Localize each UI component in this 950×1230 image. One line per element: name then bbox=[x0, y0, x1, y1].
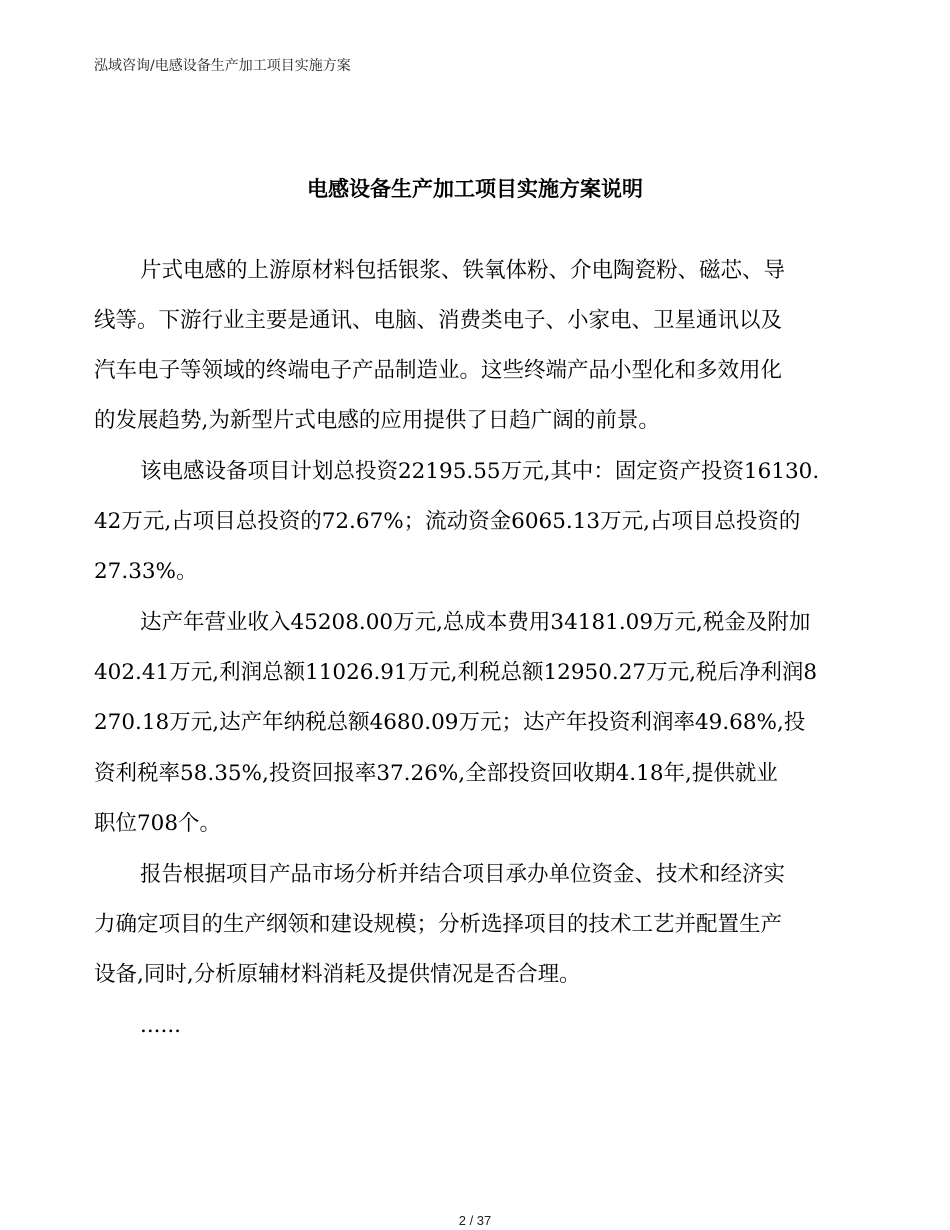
paragraph-3-line-3: 270.18万元,达产年纳税总额4680.09万元；达产年投资利润率49.68%,投 bbox=[94, 710, 806, 735]
paragraph-1-line-2: 线等。下游行业主要是通讯、电脑、消费类电子、小家电、卫星通讯以及 bbox=[94, 308, 783, 333]
paragraph-4-line-1: 报告根据项目产品市场分析并结合项目承办单位资金、技术和经济实 bbox=[140, 862, 786, 887]
paragraph-2-line-3: 27.33%。 bbox=[94, 559, 198, 584]
paragraph-2-line-1: 该电感设备项目计划总投资22195.55万元,其中：固定资产投资16130. bbox=[140, 459, 820, 484]
running-header: 泓域咨询/电感设备生产加工项目实施方案 bbox=[94, 58, 351, 74]
paragraph-3-line-4: 资利税率58.35%,投资回报率37.26%,全部投资回收期4.18年,提供就业 bbox=[94, 761, 778, 786]
paragraph-3-line-5: 职位708个。 bbox=[94, 811, 222, 836]
paragraph-4-line-3: 设备,同时,分析原辅材料消耗及提供情况是否合理。 bbox=[94, 962, 581, 987]
page-number: 2 / 37 bbox=[458, 1213, 492, 1228]
paragraph-1-line-3: 汽车电子等领域的终端电子产品制造业。这些终端产品小型化和多效用化 bbox=[94, 358, 783, 383]
paragraph-4-line-2: 力确定项目的生产纲领和建设规模；分析选择项目的技术工艺并配置生产 bbox=[94, 912, 783, 937]
paragraph-1-line-1: 片式电感的上游原材料包括银浆、铁氧体粉、介电陶瓷粉、磁芯、导 bbox=[140, 258, 786, 283]
paragraph-1-line-4: 的发展趋势,为新型片式电感的应用提供了日趋广阔的前景。 bbox=[94, 408, 660, 433]
paragraph-3-line-2: 402.41万元,利润总额11026.91万元,利税总额12950.27万元,税后净利润8 bbox=[94, 660, 818, 685]
ellipsis-line: ...... bbox=[140, 1013, 182, 1038]
document-title: 电感设备生产加工项目实施方案说明 bbox=[307, 177, 643, 201]
paragraph-2-line-2: 42万元,占项目总投资的72.67%；流动资金6065.13万元,占项目总投资的 bbox=[94, 509, 801, 534]
paragraph-3-line-1: 达产年营业收入45208.00万元,总成本费用34181.09万元,税金及附加 bbox=[140, 610, 811, 635]
